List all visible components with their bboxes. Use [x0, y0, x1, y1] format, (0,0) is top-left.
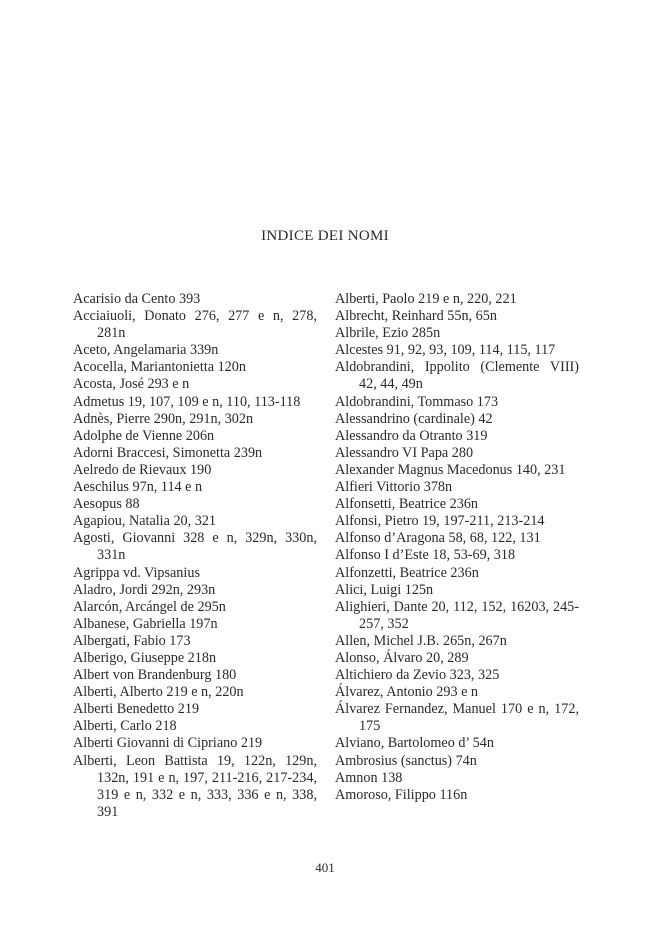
index-entry: Alberti, Carlo 218	[73, 718, 177, 735]
index-entry: Albergati, Fabio 173	[73, 632, 191, 649]
index-entry: Acciaiuoli, Donato 276, 277 e n, 278, 281n	[73, 308, 317, 342]
index-entry: Alessandro VI Papa 280	[335, 444, 474, 461]
index-entry: Acosta, José 293 e n	[73, 376, 190, 393]
index-entry: Agrippa vd. Vipsanius	[73, 564, 200, 581]
index-entry: Acocella, Mariantonietta 120n	[73, 359, 246, 376]
index-entry: Alfonso d’Aragona 58, 68, 122, 131	[335, 530, 541, 547]
index-entry: Alfonso I d’Este 18, 53-69, 318	[335, 547, 516, 564]
index-entry: Álvarez, Antonio 293 e n	[335, 684, 479, 701]
index-entry: Alighieri, Dante 20, 112, 152, 16203, 245-257, 352	[335, 598, 579, 632]
index-entry: Albrecht, Reinhard 55n, 65n	[335, 308, 497, 325]
index-entry: Alberti Giovanni di Cipriano 219	[73, 735, 263, 752]
index-entry: Agapiou, Natalia 20, 321	[73, 513, 217, 530]
index-entry: Alfonsi, Pietro 19, 197-211, 213-214	[335, 513, 545, 530]
index-entry: Amoroso, Filippo 116n	[335, 786, 468, 803]
index-column-left	[73, 291, 317, 821]
index-entry: Alarcón, Arcángel de 295n	[73, 598, 226, 615]
index-entry: Álvarez Fernandez, Manuel 170 e n, 172, 175	[335, 701, 579, 735]
index-entry: Alfonsetti, Beatrice 236n	[335, 496, 479, 513]
index-entry: Admetus 19, 107, 109 e n, 110, 113-118	[73, 393, 301, 410]
index-entry: Albrile, Ezio 285n	[335, 325, 441, 342]
index-entry: Adolphe de Vienne 206n	[73, 427, 215, 444]
index-entry: Alberti, Alberto 219 e n, 220n	[73, 684, 244, 701]
index-entry: Aceto, Angelamaria 339n	[73, 342, 219, 359]
index-entry: Alessandrino (cardinale) 42	[335, 410, 493, 427]
index-entry: Alberti Benedetto 219	[73, 701, 200, 718]
page-number: 401	[315, 860, 335, 875]
page-title: INDICE DEI NOMI	[261, 228, 389, 244]
index-entry: Amnon 138	[335, 769, 403, 786]
index-entry: Alici, Luigi 125n	[335, 581, 434, 598]
index-entry: Adorni Braccesi, Simonetta 239n	[73, 444, 263, 461]
index-entry: Aesopus 88	[73, 496, 140, 513]
index-entry: Aeschilus 97n, 114 e n	[73, 479, 203, 496]
index-entry: Agosti, Giovanni 328 e n, 329n, 330n, 331n	[73, 530, 317, 564]
index-entry: Alexander Magnus Macedonus 140, 231	[335, 461, 566, 478]
index-entry: Aelredo de Rievaux 190	[73, 461, 212, 478]
index-entry: Alberti, Paolo 219 e n, 220, 221	[335, 291, 517, 307]
index-entry: Altichiero da Zevio 323, 325	[335, 667, 500, 684]
index-entry: Allen, Michel J.B. 265n, 267n	[335, 632, 507, 649]
index-entry: Alberigo, Giuseppe 218n	[73, 649, 217, 666]
index-entry: Aldobrandini, Tommaso 173	[335, 393, 499, 410]
index-entry: Alberti, Leon Battista 19, 122n, 129n, 132n, 191 e n, 197, 211-216, 217-234, 319 e n, 332 e n, 333, 336 e n, 338, 391	[73, 752, 317, 820]
index-entry: Alfonzetti, Beatrice 236n	[335, 564, 479, 581]
index-entry: Aldobrandini, Ippolito (Clemente VIII) 42, 44, 49n	[335, 359, 579, 393]
index-entry: Alcestes 91, 92, 93, 109, 114, 115, 117	[335, 342, 556, 359]
index-entry: Aladro, Jordi 292n, 293n	[73, 581, 216, 598]
index-entry: Alviano, Bartolomeo d’ 54n	[335, 735, 494, 752]
index-entry: Acarisio da Cento 393	[73, 291, 201, 307]
index-entry: Alfieri Vittorio 378n	[335, 479, 453, 496]
index-entry: Ambrosius (sanctus) 74n	[335, 752, 477, 769]
index-entry: Alonso, Álvaro 20, 289	[335, 649, 469, 666]
index-entry: Alessandro da Otranto 319	[335, 427, 488, 444]
index-entry: Albert von Brandenburg 180	[73, 667, 237, 684]
index-column-right	[335, 291, 579, 804]
index-entry: Albanese, Gabriella 197n	[73, 615, 218, 632]
index-entry: Adnès, Pierre 290n, 291n, 302n	[73, 410, 254, 427]
